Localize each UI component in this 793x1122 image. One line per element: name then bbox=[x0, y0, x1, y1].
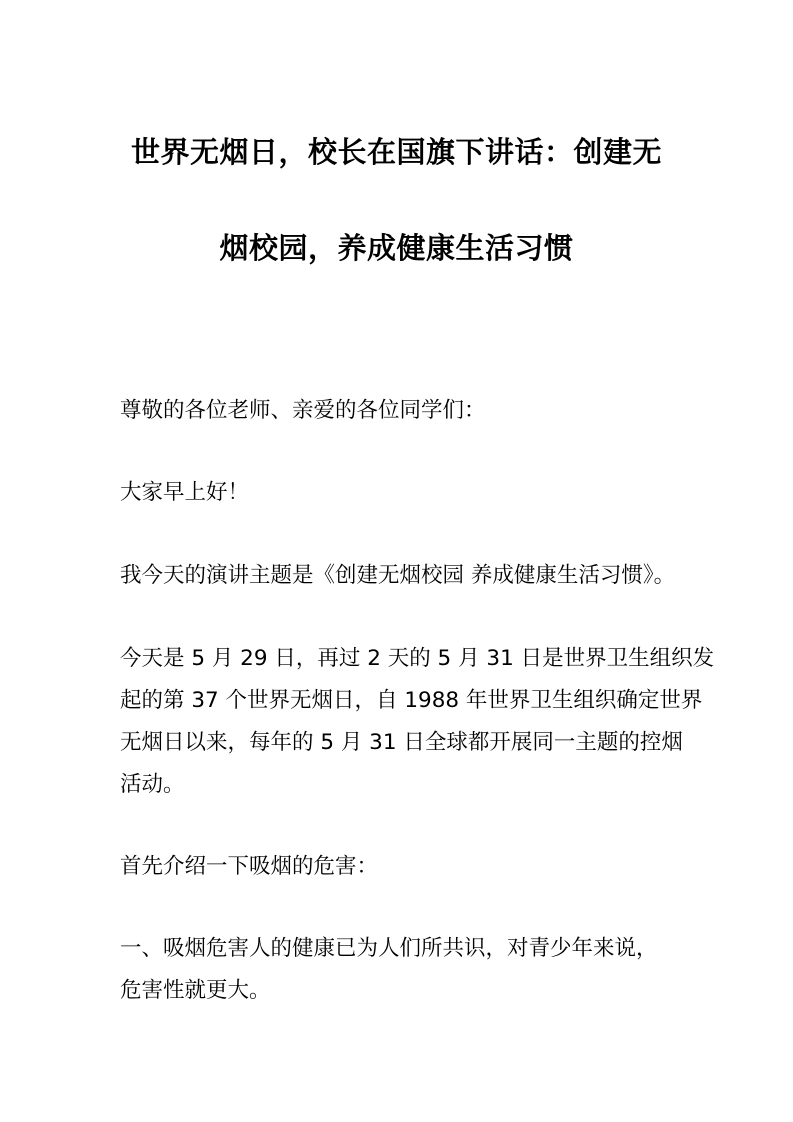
paragraph-greeting bbox=[120, 472, 680, 514]
paragraph-hazards-intro bbox=[120, 846, 680, 888]
document-title-line-2: 烟校园，养成健康生活习惯 bbox=[219, 231, 574, 265]
paragraph-line: 尊敬的各位老师、亲爱的各位同学们： bbox=[120, 398, 486, 423]
paragraph-line: 一、吸烟危害人的健康已为人们所共识，对青少年来说， bbox=[120, 936, 658, 961]
paragraph-topic bbox=[120, 555, 680, 597]
paragraph-line: 大家早上好！ bbox=[120, 480, 250, 505]
paragraph-line: 活动。 bbox=[120, 772, 185, 797]
paragraph-hazard-one bbox=[120, 928, 680, 1012]
document-title-line-1: 世界无烟日，校长在国旗下讲话：创建无 bbox=[130, 135, 662, 169]
paragraph-line: 无烟日以来，每年的 5 月 31 日全球都开展同一主题的控烟 bbox=[120, 730, 683, 755]
paragraph-salutation bbox=[120, 390, 680, 432]
paragraph-line: 危害性就更大。 bbox=[120, 978, 271, 1003]
paragraph-line: 起的第 37 个世界无烟日，自 1988 年世界卫生组织确定世界 bbox=[120, 688, 703, 713]
paragraph-line: 今天是 5 月 29 日，再过 2 天的 5 月 31 日是世界卫生组织发 bbox=[120, 646, 715, 671]
paragraph-line: 我今天的演讲主题是《创建无烟校园 养成健康生活习惯》。 bbox=[120, 563, 676, 588]
paragraph-world-no-tobacco-day bbox=[120, 638, 715, 806]
paragraph-line: 首先介绍一下吸烟的危害： bbox=[120, 854, 379, 879]
